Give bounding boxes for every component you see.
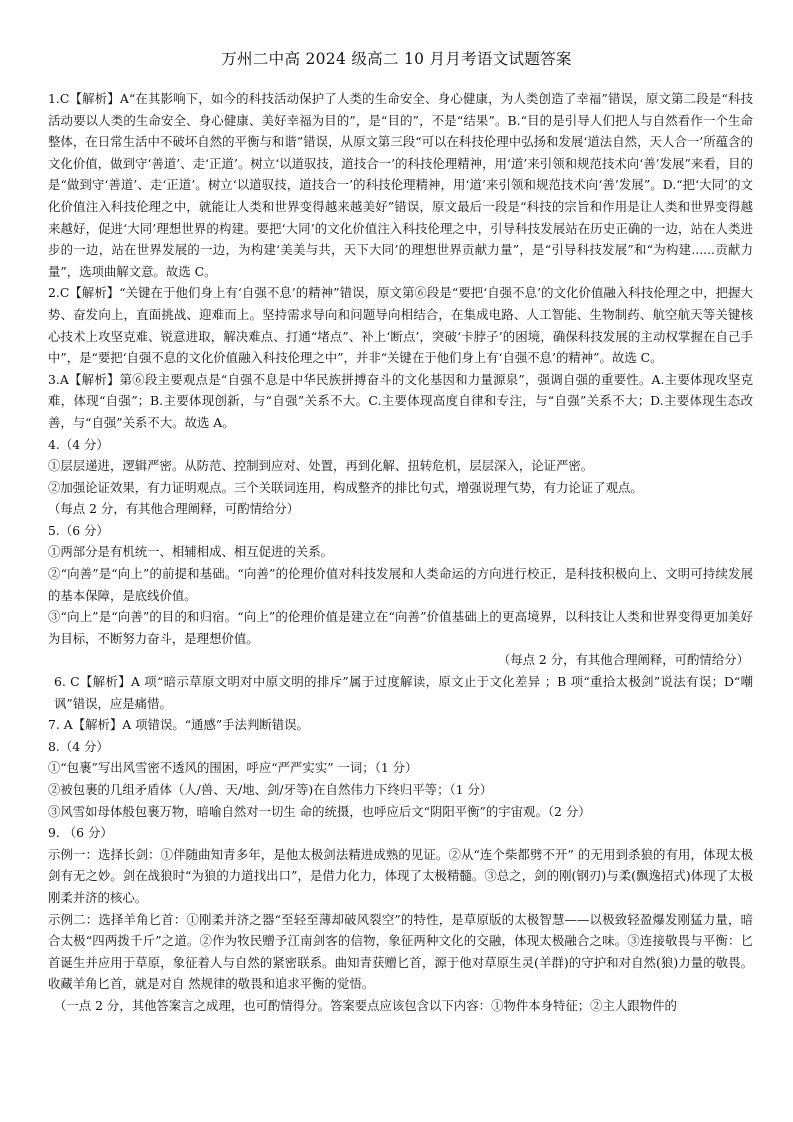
q4-scoring-note: （每点 2 分，有其他合理阐释，可酌情给分） xyxy=(48,501,300,517)
answer-3: 3.A【解析】第⑥段主要观点是“自强不息是中华民族拼搏奋斗的文化基因和力量源泉”，强调自强的重要性。A.主要体现攻坚克难，体现“自强”；B.主要体现创新，与“自强”关系不大。C.主要体现高度自律和专注，与“自强”关系不大；D.主要体现生态改善，与“自强”关系不大。故选 A。 xyxy=(48,371,753,430)
answer-7: 7. A【解析】A 项错误。“通感”手法判断错误。 xyxy=(48,717,309,733)
page-title: 万州二中高 2024 级高二 10 月月考语文试题答案 xyxy=(221,50,572,68)
q8-point-3: ③风雪如母体般包裹万物，暗喻自然对一切生 命的统摄，也呼应后文“阴阳平衡”的宇宙观。（2 分） xyxy=(48,803,591,819)
q4-point-1: ①层层递进，逻辑严密。从防范、控制到应对、处置，再到化解、扭转危机，层层深入，论证严密。 xyxy=(48,458,594,474)
q4-point-2: ②加强论证效果，有力证明观点。三个关联词连用，构成整齐的排比句式，增强说理气势，有力论证了观点。 xyxy=(48,479,643,495)
q5-point-2: ②“向善”是“向上”的前提和基础。“向善”的伦理价值对科技发展和人类命运的方向进行校正，是科技积极向上、文明可持续发展的基本保障，是底线价值。 xyxy=(48,566,753,603)
answer-6: 6. C【解析】A 项“暗示草原文明对中原文明的排斥”属于过度解读，原文止于文化差异 ；B 项“重拾太极剑”说法有误；D“嘲讽”错误，应是痛惜。 xyxy=(54,674,753,711)
answer-2: 2.C【解析】“关键在于他们身上有‘自强不息’的精神”错误，原文第⑥段是“要把‘自强不息’的文化价值融入科技伦理之中，把握大势、奋发向上，直面挑战、迎难而上。坚持需求导向和问题导向相结合，在集成电路、人工智能、生物制药、航空航天等关键核心技术上攻坚克难、锐意进取，解决难点、打通“堵点”、补上‘断点’，突破‘卡脖子’的困境，确保科技发展的主动权掌握在自己手中”，是“要把‘自强不息的文化价值融入科技伦理之中”，并非“关键在于他们身上有‘自强不息’的精神”。故选 C。 xyxy=(48,285,753,366)
q5-scoring-note: （每点 2 分，有其他合理阐释，可酌情给分） xyxy=(497,652,749,668)
q9-scoring-note: （一点 2 分，其他答案言之成理，也可酌情得分。答案要点应该包含以下内容：①物件本身特征；②主人跟物件的 xyxy=(54,997,677,1013)
q5-heading: 5.（6 分） xyxy=(48,522,109,538)
q8-point-1: ①“包裹”写出风雪密不透风的围困，呼应“严严实实” 一词；（1 分） xyxy=(48,760,418,776)
answer-body xyxy=(48,88,753,1017)
q8-point-2: ②被包裹的几组矛盾体（人/兽、天/地、剑/牙等)在自然伟力下终归平等；（1 分） xyxy=(48,782,493,797)
q9-example-1: 示例一：选择长剑：①伴随曲知青多年，是他太极剑法精进成熟的见证。②从“连个柴都劈不开” 的无用到杀狼的有用，体现太极剑有无之妙。剑在战狼时“为狼的力道找出口”，是借力化力，体现了太极精髓。③总之，剑的刚(钢刃)与柔(飘逸招式)体现了太极刚柔并济的核心。 xyxy=(48,846,753,905)
q9-heading: 9. （6 分） xyxy=(48,825,113,841)
q5-point-3: ③“向上”是“向善”的目的和归宿。“向上”的伦理价值是建立在“向善”价值基础上的更高境界，以科技让人类和世界变得更加美好为目标，不断努力奋斗，是理想价值。 xyxy=(48,609,753,646)
q8-heading: 8.（4 分） xyxy=(48,738,109,754)
answer-1: 1.C【解析】A“在其影响下，如今的科技活动保护了人类的生命安全、身心健康，为人类创造了幸福”错误，原文第二段是“科技活动要以人类的生命安全、身心健康、美好幸福为目的”，是“目的”，不是“结果”。B.“目的是引导人们把人与自然看作一个生命整体，在日常生活中不破坏自然的平衡与和谐”错误，从原文第三段“可以在科技伦理中弘扬和发展‘道法自然，天人合一’所蕴含的文化价值，做到守‘善道’、走‘正道’。树立‘以道驭技，道技合一’的科技伦理精神，用‘道’来引领和规范技术向‘善’发展”来看，目的是“做到守‘善道’、走‘正道’。树立‘以道驭技，道技合一’的科技伦理精神，用‘道’来引领和规范技术向‘善’发展”。D.“把‘大同’的文化价值注入科技伦理之中，就能让人类和世界变得越来越美好”错误，原文最后一段是“科技的宗旨和作用是让人类和世界变得越来越好，促进‘大同’理想世界的构建。要把‘大同’的文化价值注入科技伦理之中，引导科技发展站在历史正确的一边，站在人类进步的一边，站在世界发展的一边，为构建‘美美与共，天下大同’的理想世界贡献力量”，是“引导科技发展”和“为构建......贡献力量”，选项曲解文意。故选 C。 xyxy=(48,91,753,279)
q9-example-2: 示例二：选择羊角匕首：①刚柔并济之器“至轻至薄却破风裂空”的特性，是草原版的太极智慧——以极致轻盈爆发刚猛力量，暗合太极“四两拨千斤”之道。②作为牧民赠予江南剑客的信物，象征两种文化的交融，体现太极融合之味。③连接敬畏与平衡：匕首诞生并应用于草原，象征着人与自然的紧密联系。曲知青获赠匕首，源于他对草原生灵(羊群)的守护和对自然(狼)力量的敬畏。收藏羊角匕首，就是对自 然规律的敬畏和追求平衡的觉悟。 xyxy=(48,911,753,992)
q4-heading: 4.（4 分） xyxy=(48,436,109,452)
q5-point-1: ①两部分是有机统一、相辅相成、相互促进的关系。 xyxy=(48,544,333,560)
